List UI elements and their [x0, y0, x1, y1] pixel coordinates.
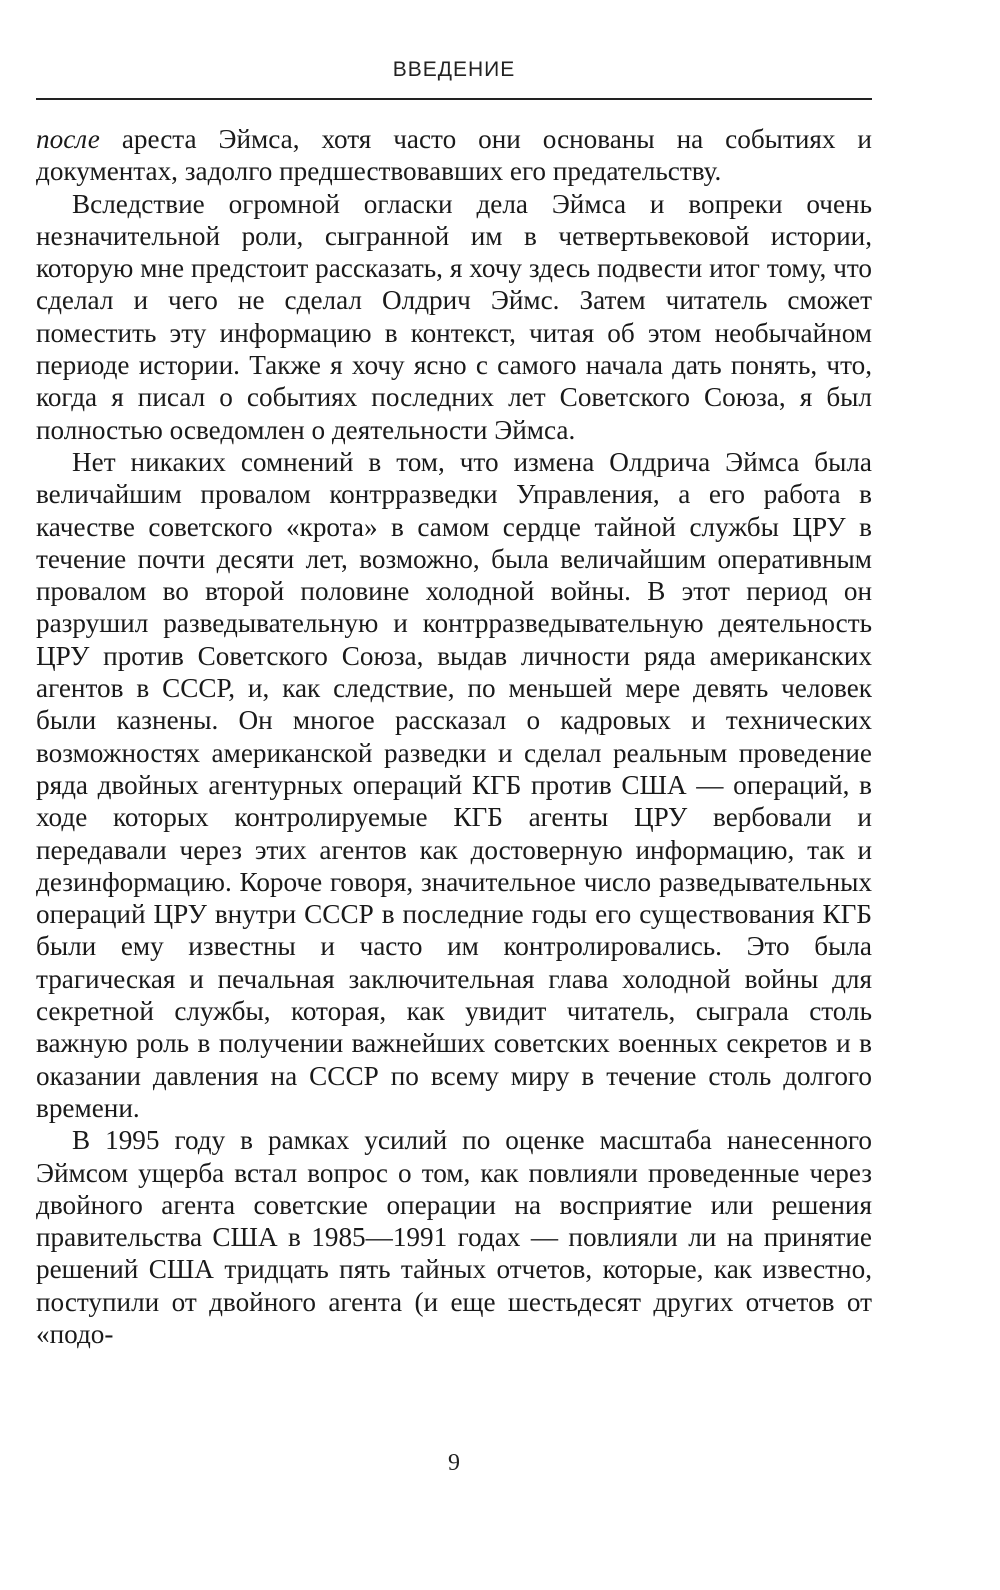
paragraph-1-text: ареста Эймса, хотя часто они основаны на событиях и документах, задолго предшествовавших его предательству. [36, 124, 872, 187]
paragraph-3: Нет никаких сомнений в том, что измена Олдрича Эймса была величайшим провалом контрразведки Управления, а его работа в качестве советского «крота» в самом сердце тайной службы ЦРУ в течение почти десяти лет, возможно, была величайшим оперативным провалом во второй половине холодной войны. В этот период он разрушил разведывательную и контрразведывательную деятельность ЦРУ против Советского Союза, выдав личности ряда американских агентов в СССР, и, как следствие, по меньшей мере девять человек были казнены. Он многое рассказал о кадровых и технических возможностях американской разведки и сделал реальным проведение ряда двойных агентурных операций КГБ против США — операций, в ходе которых контролируемые КГБ агенты ЦРУ вербовали и передавали через этих агентов как достоверную информацию, так и дезинформацию. Короче говоря, значительное число разведывательных операций ЦРУ внутри СССР в последние годы его существования КГБ были ему известны и часто им контролировались. Это была трагическая и печальная заключительная глава холодной войны для секретной службы, которая, как увидит читатель, сыграла столь важную роль в получении важнейших советских военных секретов и в оказании давления на СССР по всему миру в течение столь долгого времени. [36, 446, 872, 1123]
running-header: ВВЕДЕНИЕ [392, 58, 516, 81]
header-rule [36, 98, 872, 100]
italic-lead-word: после [36, 124, 100, 154]
paragraph-4: В 1995 году в рамках усилий по оценке масштаба нанесенного Эймсом ущерба встал вопрос о том, как повлияли проведенные через двойного агента советские операции на восприятие или решения правительства США в 1985—1991 годах — повлияли ли на принятие решений США тридцать пять тайных отчетов, которые, как известно, поступили от двойного агента (и еще шестьдесят других отчетов от «подо- [36, 1125, 872, 1349]
paragraph-1 [36, 123, 872, 188]
body-text [36, 123, 872, 1350]
paragraph-2: Вследствие огромной огласки дела Эймса и вопреки очень незначительной роли, сыгранной им в четвертьвековой истории, которую мне предстоит рассказать, я хочу здесь подвести итог тому, что сделал и чего не сделал Олдрич Эймс. Затем читатель сможет поместить эту информацию в контекст, читая об этом необычайном периоде истории. Также я хочу ясно с самого начала дать понять, что, когда я писал о событиях последних лет Советского Союза, я был полностью осведомлен о деятельности Эймса. [36, 188, 872, 445]
page-number: 9 [448, 1450, 460, 1476]
